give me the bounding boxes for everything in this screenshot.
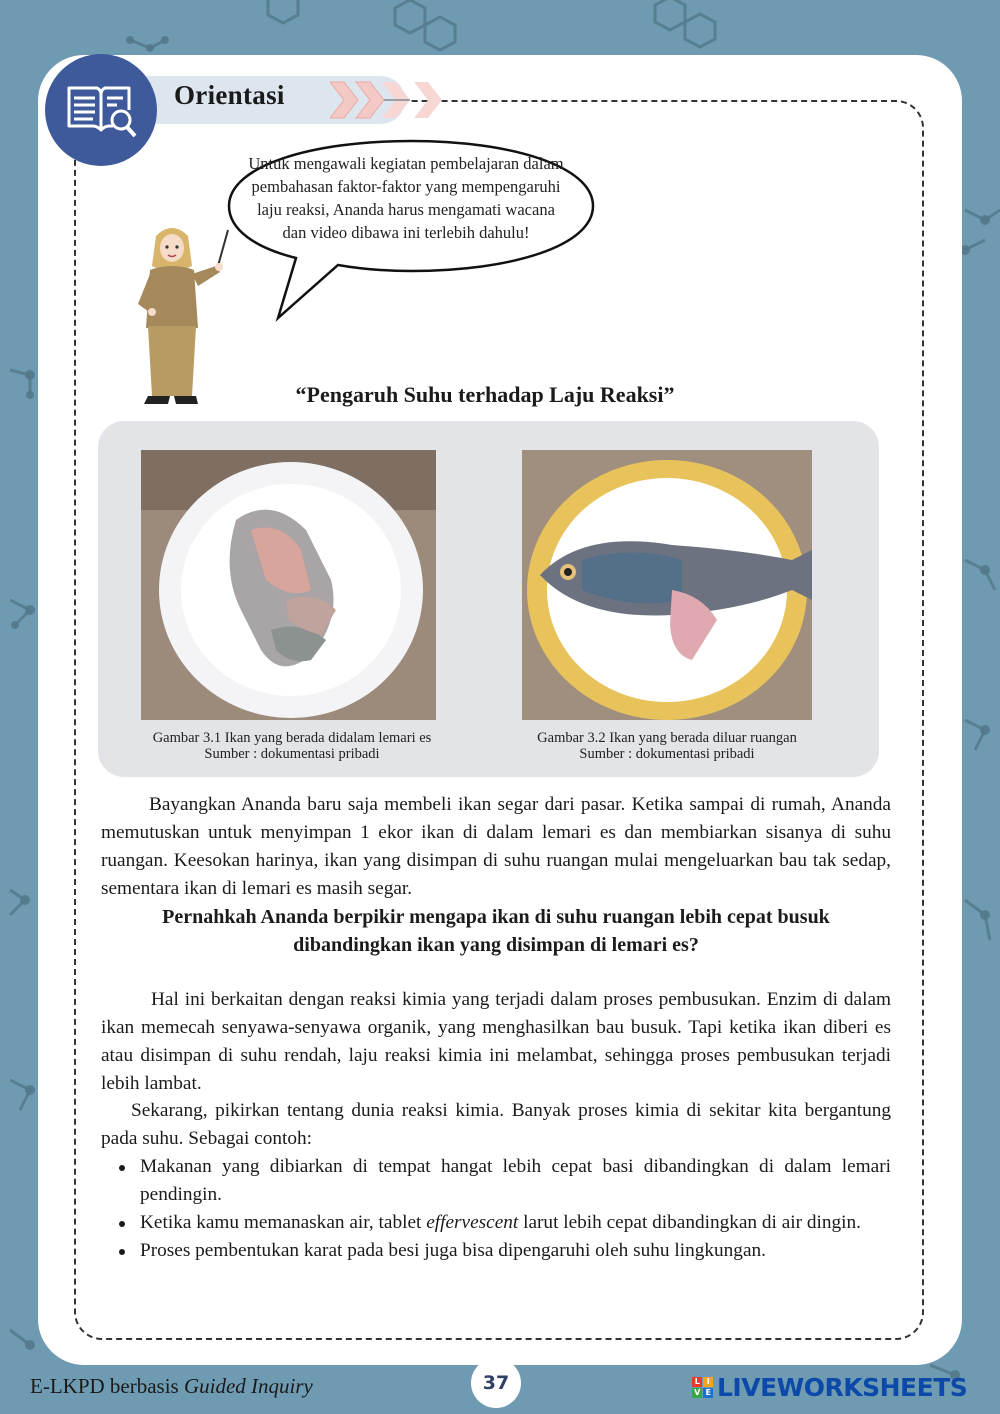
section-header-title: Orientasi	[174, 80, 285, 110]
paragraph-scenario: Bayangkan Ananda baru saja membeli ikan segar dari pasar. Ketika sampai di rumah, Ananda memutuskan untuk menyimpan 1 ekor ikan di dalam lemari es dan membiarkan sisanya di suhu ruangan. Keesokan harinya, ikan yang disimpan di suhu ruangan mulai mengeluarkan bau tak sedap, sementara ikan di lemari es masih segar.	[101, 794, 891, 899]
logo-letter: L	[692, 1377, 702, 1387]
logo-letter: V	[692, 1388, 702, 1398]
photo-fish-room-temperature	[522, 450, 812, 720]
teacher-speech-text: Untuk mengawali kegiatan pembelajaran dalam pembahasan faktor-faktor yang mempengaruhi laju reaksi, Ananda harus mengamati wacana dan video dibawa ini terlebih dahulu!	[248, 154, 564, 242]
list-item-text: larut lebih cepat dibandingkan di air dingin.	[518, 1212, 861, 1233]
figure-caption-2	[487, 730, 847, 762]
book-magnifier-icon	[65, 80, 137, 140]
list-item: Proses pembentukan karat pada besi juga bisa dipengaruhi oleh suhu lingkungan.	[101, 1237, 891, 1265]
list-item-italic-term: effervescent	[426, 1212, 519, 1233]
liveworksheets-brand[interactable]	[692, 1373, 967, 1402]
caption-title: Gambar 3.2 Ikan yang berada diluar ruangan	[537, 730, 797, 746]
list-item-text: Ketika kamu memanaskan air, tablet	[140, 1212, 427, 1233]
brand-name: LIVEWORKSHEETS	[717, 1373, 968, 1402]
paragraph-explanation: Hal ini berkaitan dengan reaksi kimia yang terjadi dalam proses pembusukan. Enzim di dalam ikan memecah senyawa-senyawa organik, yang menghasilkan bau busuk. Tapi ketika ikan diberi es atau disimpan di suhu rendah, laju reaksi kimia ini melambat, sehingga proses pembusukan terjadi lebih lambat.	[101, 989, 891, 1094]
paragraph-examples-intro: Sekarang, pikirkan tentang dunia reaksi kimia. Banyak proses kimia di sekitar kita bergantung pada suhu. Sebagai contoh:	[101, 1100, 891, 1149]
logo-letter: E	[703, 1388, 713, 1398]
logo-letter: I	[703, 1377, 713, 1387]
section-title: “Pengaruh Suhu terhadap Laju Reaksi”	[295, 382, 675, 407]
page-number: 37	[471, 1358, 521, 1408]
caption-source: Sumber : dokumentasi pribadi	[579, 746, 755, 762]
list-item: Makanan yang dibiarkan di tempat hangat lebih cepat basi dibandingkan di dalam lemari pendingin.	[101, 1153, 891, 1209]
examples-list	[101, 1153, 891, 1265]
figure-caption-1	[112, 730, 472, 762]
guiding-question: Pernahkah Ananda berpikir mengapa ikan di suhu ruangan lebih cepat busuk dibandingkan ikan yang disimpan di lemari es?	[162, 906, 830, 956]
chevron-decoration-icon	[330, 80, 450, 120]
caption-title: Gambar 3.1 Ikan yang berada didalam lemari es	[152, 730, 432, 746]
footer-label	[30, 1374, 313, 1399]
photo-fish-refrigerator	[141, 450, 436, 720]
caption-source: Sumber : dokumentasi pribadi	[204, 746, 380, 762]
liveworksheets-logo-icon	[692, 1377, 713, 1398]
header-icon-badge	[45, 54, 157, 166]
list-item	[101, 1209, 891, 1237]
footer-prefix: E-LKPD berbasis	[30, 1374, 184, 1398]
footer-italic: Guided Inquiry	[183, 1374, 313, 1398]
